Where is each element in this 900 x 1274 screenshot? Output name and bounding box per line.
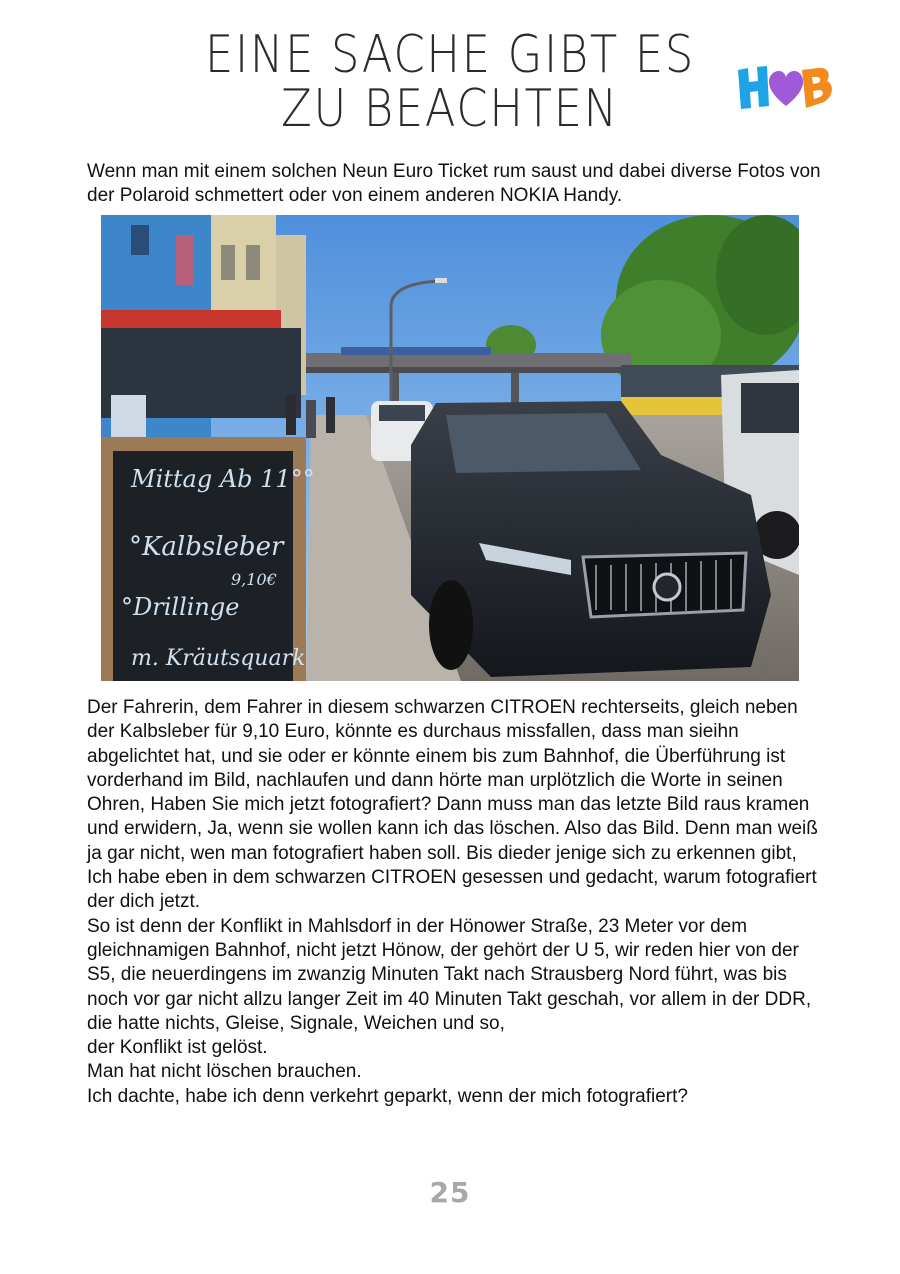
board-line-2: °Kalbsleber — [129, 532, 284, 562]
body-text — [87, 696, 827, 1109]
board-line-4: m. Kräutsquark — [131, 646, 306, 671]
page-title-line-2: ZU BEACHTEN — [281, 79, 619, 139]
street-photo — [101, 215, 799, 681]
intro-paragraph: Wenn man mit einem solchen Neun Euro Ticket rum saust und dabei diverse Fotos von der Polaroid schmettert oder von einem anderen NOKIA Handy. — [87, 161, 821, 207]
board-price: 9,10€ — [231, 570, 277, 589]
body-paragraph-1: Der Fahrerin, dem Fahrer in diesem schwarzen CITROEN rechterseits, gleich neben der Kalbsleber für 9,10 Euro, könnte es durchaus missfallen, dass man sieihn abgelichtet hat, und sie oder er könnte einem bis zum Bahnhof, die Überführung ist vorderhand im Bild, nachlaufen und dann hörte man urplötzlich die Worte in seinen Ohren, Haben Sie mich jetzt fotografiert? Dann muss man das letzte Bild raus kramen und erwidern, Ja, wenn sie wollen kann ich das löschen. Also das Bild. Denn man weiß ja gar nicht, wen man fotografiert haben soll. Bis dieder jenige sich zu erkennen gibt, Ich habe eben in dem schwarzen CITROEN gesessen und gedacht, warum fotografiert der dich jetzt. — [87, 697, 818, 913]
page-title — [192, 25, 708, 139]
board-line-3: °Drillinge — [121, 593, 240, 621]
heart-icon — [769, 71, 803, 106]
body-paragraph-5: Ich dachte, habe ich denn verkehrt geparkt, wenn der mich fotografiert? — [87, 1085, 688, 1107]
body-paragraph-3: der Konflikt ist gelöst. — [87, 1037, 268, 1059]
board-line-1: Mittag Ab 11°° — [131, 465, 315, 493]
page-title-line-1: EINE SACHE GIBT ES — [205, 25, 695, 85]
hvb-logo — [736, 62, 836, 116]
body-paragraph-2: So ist denn der Konflikt in Mahlsdorf in der Hönower Straße, 23 Meter vor dem gleichnamigen Bahnhof, nicht jetzt Hönow, der gehört der U 5, wir reden hier von der S5, die neuerdingens im zwanzig Minuten Takt nach Strausberg Nord führt, was bis noch vor gar nicht allzu langer Zeit im 40 Minuten Takt geschah, vor allem in der DDR, die hatte nichts, Gleise, Signale, Weichen und so, — [87, 915, 812, 1034]
page-number: 25 — [429, 1176, 471, 1209]
body-paragraph-4: Man hat nicht löschen brauchen. — [87, 1061, 362, 1083]
